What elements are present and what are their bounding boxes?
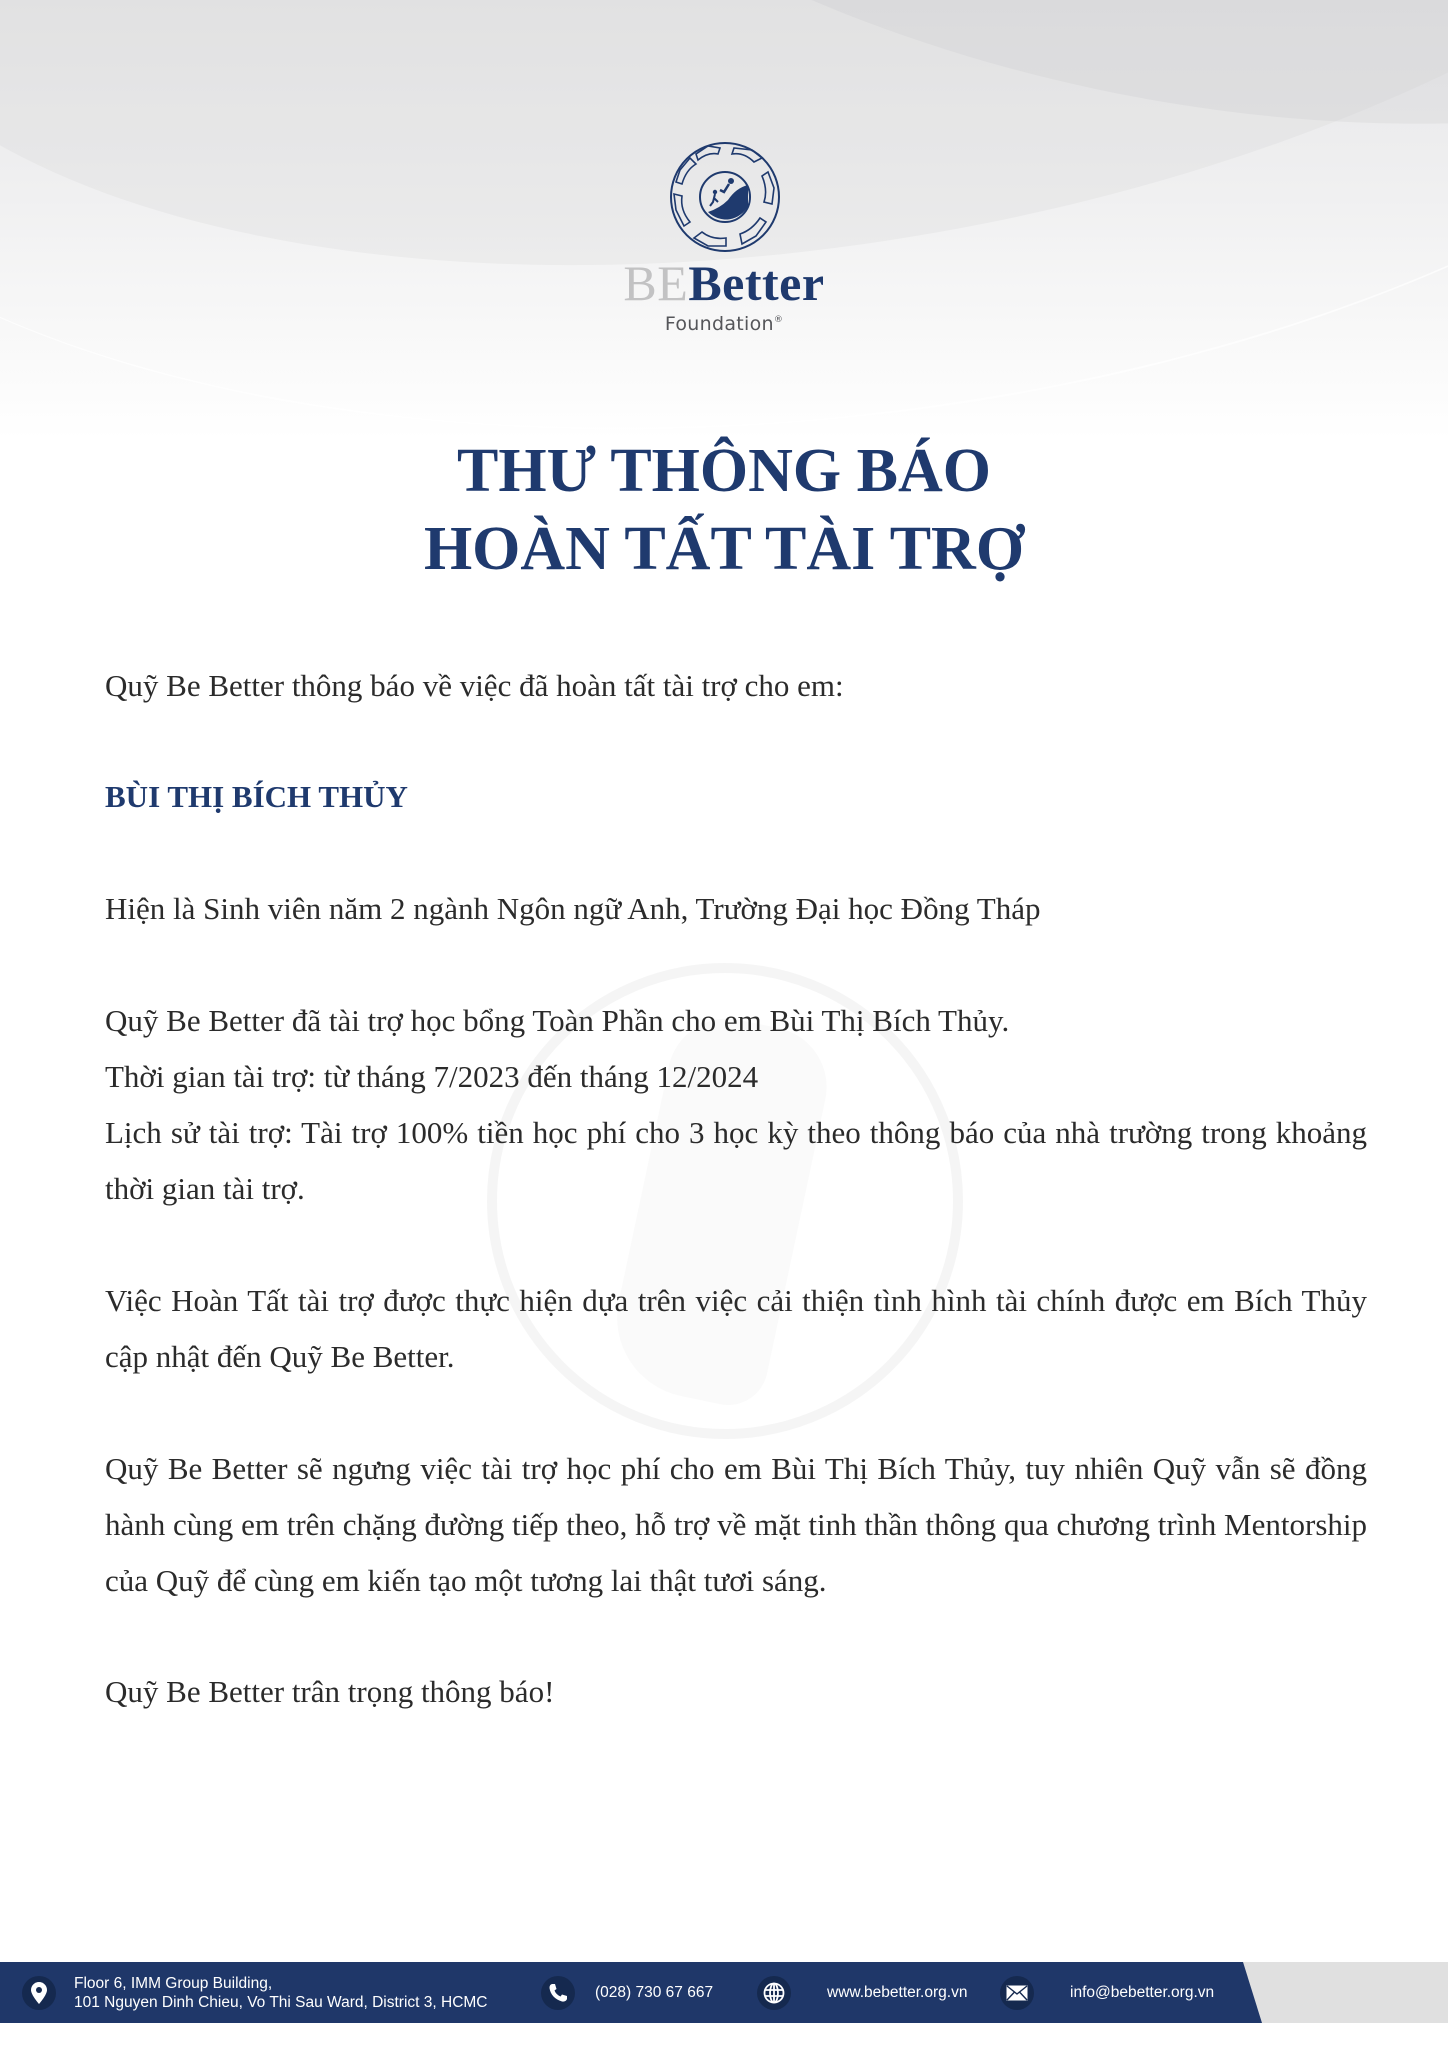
title-line-2: HOÀN TẤT TÀI TRỢ [423,515,1025,583]
footer-contact-bar [0,1962,1448,2023]
logo-wordmark: BEBetter [623,255,825,311]
sponsorship-history: Lịch sử tài trợ: Tài trợ 100% tiền học phí cho 3 học kỳ theo thông báo của nhà trường trong khoảng thời gian tài trợ. [105,1115,1367,1206]
footer-address: Floor 6, IMM Group Building, 101 Nguyen Dinh Chieu, Vo Thi Sau Ward, District 3, HCMC [22,1962,488,2023]
scholarship-text: Quỹ Be Better đã tài trợ học bổng Toàn Phần cho em Bùi Thị Bích Thủy. [105,1003,1010,1038]
sponsorship-period: Thời gian tài trợ: từ tháng 7/2023 đến tháng 12/2024 [105,1059,759,1094]
envelope-icon [1000,1976,1034,2010]
continuation-text: Quỹ Be Better sẽ ngưng việc tài trợ học phí cho em Bùi Thị Bích Thủy, tuy nhiên Quỹ vẫn sẽ đồng hành cùng em trên chặng đường tiếp theo, hỗ trợ về mặt tinh thần thông qua chương trình Mentorship của Quỹ để cùng em kiến tạo một tương lai thật tươi sáng. [105,1451,1367,1598]
footer-email[interactable]: info@bebetter.org.vn [1000,1962,1214,2023]
letter-title [0,432,1448,588]
title-line-1: THƯ THÔNG BÁO [457,437,991,505]
closing-text: Quỹ Be Better trân trọng thông báo! [105,1674,555,1709]
helping-hands-globe-icon [668,140,782,254]
location-pin-icon [22,1976,56,2010]
recipient-info: Hiện là Sinh viên năm 2 ngành Ngôn ngữ Anh, Trường Đại học Đồng Tháp [105,891,1041,926]
intro-text: Quỹ Be Better thông báo về việc đã hoàn tất tài trợ cho em: [105,668,844,703]
completion-reason: Việc Hoàn Tất tài trợ được thực hiện dựa trên việc cải thiện tình hình tài chính được em Bích Thủy cập nhật đến Quỹ Be Better. [105,1283,1367,1374]
recipient-name: BÙI THỊ BÍCH THỦY [105,779,408,814]
footer-website[interactable]: www.bebetter.org.vn [757,1962,967,2023]
globe-icon [757,1976,791,2010]
footer-phone[interactable]: (028) 730 67 667 [541,1962,713,2023]
phone-icon [541,1976,575,2010]
logo-subtitle: Foundation® [664,313,784,335]
